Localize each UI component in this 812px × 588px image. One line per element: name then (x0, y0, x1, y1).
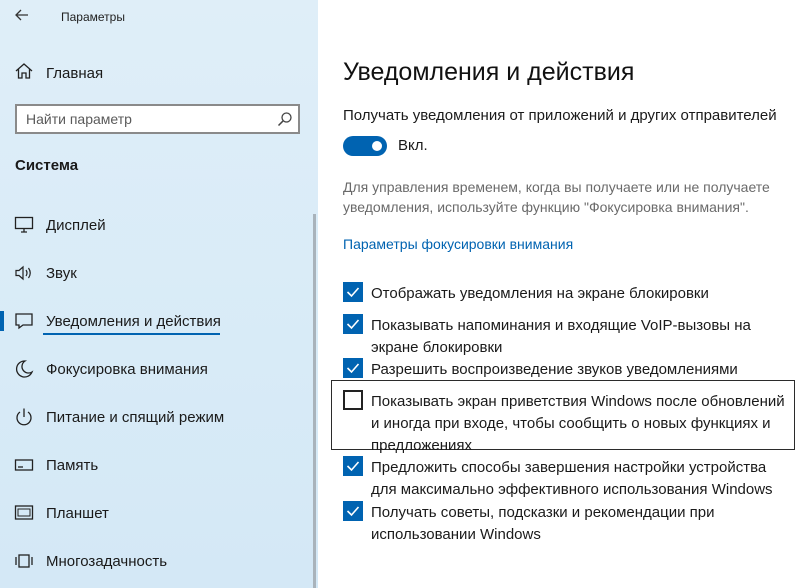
notifications-label: Получать уведомления от приложений и других отправителей (343, 107, 777, 124)
checkbox-checked[interactable] (343, 314, 363, 334)
sidebar-item-multitasking[interactable] (0, 544, 310, 578)
moon-icon (14, 359, 34, 379)
sidebar-item-label: Память (46, 456, 99, 474)
storage-icon (14, 455, 34, 475)
back-button[interactable] (10, 6, 34, 28)
sidebar-item-label: Звук (46, 264, 77, 282)
checkbox-checked[interactable] (343, 501, 363, 521)
sidebar-item-label: Дисплей (46, 216, 106, 234)
sidebar-item-label: Планшет (46, 504, 109, 522)
sidebar-item-label: Питание и спящий режим (46, 408, 225, 426)
focus-assist-settings-link[interactable]: Параметры фокусировки внимания (343, 236, 574, 252)
checkbox-checked[interactable] (343, 358, 363, 378)
search-box[interactable] (15, 104, 300, 134)
back-arrow-icon (15, 8, 29, 26)
checkbox-unchecked[interactable] (343, 390, 363, 410)
home-icon (14, 62, 34, 85)
notification-icon (14, 311, 34, 331)
sidebar-item-label: Многозадачность (46, 552, 168, 570)
home-link[interactable] (14, 62, 304, 84)
sidebar-item-notifications[interactable] (0, 304, 310, 338)
sidebar-item-label: Фокусировка внимания (46, 360, 208, 378)
option-label: Получать советы, подсказки и рекомендации при использовании Windows (371, 504, 715, 543)
focus-assist-description: Для управления временем, когда вы получаете или не получаете уведомления, используйте функцию "Фокусировка внимания". (343, 179, 770, 215)
multitasking-icon (14, 551, 34, 571)
sidebar-item-power[interactable] (0, 400, 310, 434)
main-content (318, 0, 812, 588)
active-indicator (0, 311, 4, 331)
checkbox-checked[interactable] (343, 456, 363, 476)
option-label: Предложить способы завершения настройки устройства для максимально эффективного использования Windows (371, 459, 773, 498)
checkbox-checked[interactable] (343, 282, 363, 302)
home-label: Главная (46, 64, 104, 82)
option-label: Разрешить воспроизведение звуков уведомлениями (371, 361, 738, 378)
active-underline (43, 333, 220, 335)
search-input[interactable] (17, 106, 272, 132)
search-icon[interactable] (272, 111, 298, 127)
option-label: Показывать экран приветствия Windows после обновлений и иногда при входе, чтобы сообщить о новых функциях и предложениях (371, 393, 785, 454)
toggle-knob (372, 141, 382, 151)
display-icon (14, 215, 34, 235)
sidebar (0, 0, 318, 588)
toggle-state-label: Вкл. (398, 137, 428, 154)
notifications-toggle[interactable] (343, 136, 387, 156)
speaker-icon (14, 263, 34, 283)
sidebar-item-tablet[interactable] (0, 496, 310, 530)
sidebar-item-focus-assist[interactable] (0, 352, 310, 386)
sidebar-scrollbar[interactable] (313, 214, 316, 588)
sidebar-item-sound[interactable] (0, 256, 310, 290)
sidebar-item-storage[interactable] (0, 448, 310, 482)
power-icon (14, 407, 34, 427)
title-bar (0, 0, 318, 36)
app-title: Параметры (61, 10, 125, 24)
option-label: Отображать уведомления на экране блокировки (371, 285, 709, 302)
sidebar-item-label: Уведомления и действия (46, 312, 221, 330)
section-title: Система (15, 157, 79, 174)
sidebar-item-display[interactable] (0, 208, 310, 242)
option-label: Показывать напоминания и входящие VoIP-вызовы на экране блокировки (371, 317, 751, 356)
tablet-icon (14, 503, 34, 523)
page-title: Уведомления и действия (343, 58, 635, 86)
